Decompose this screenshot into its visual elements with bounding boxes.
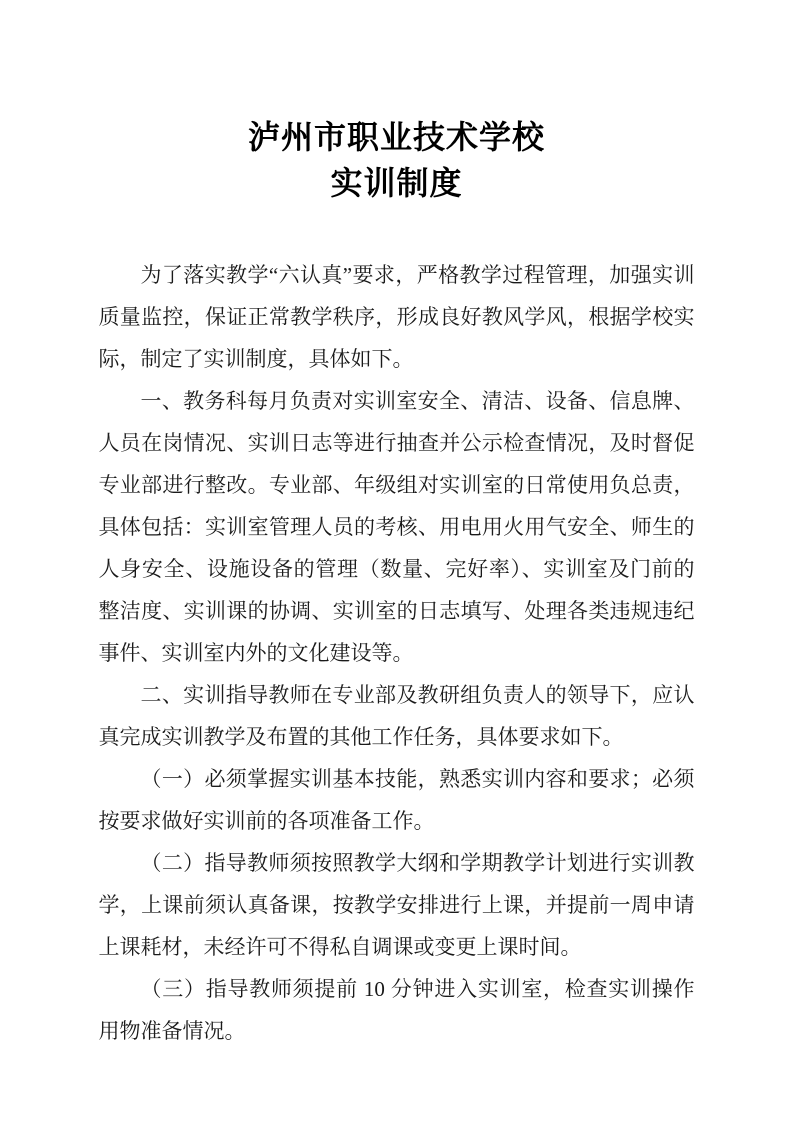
doc-title: 泸州市职业技术学校 — [247, 119, 545, 155]
paragraph-item2-sub2: （二）指导教师须按照教学大纲和学期教学计划进行实训教学，上课前须认真备课，按教学安排进行上课，并提前一周申请上课耗材，未经许可不得私自调课或变更上课时间。 — [98, 851, 695, 959]
paragraph-item2: 二、实训指导教师在专业部及教研组负责人的领导下，应认真完成实训教学及布置的其他工作任务，具体要求如下。 — [98, 683, 695, 749]
doc-subtitle: 实训制度 — [330, 165, 463, 201]
paragraph-item2-sub1: （一）必须掌握实训基本技能，熟悉实训内容和要求；必须按要求做好实训前的各项准备工作。 — [98, 767, 695, 833]
paragraph-item2-sub3: （三）指导教师须提前 10 分钟进入实训室，检查实训操作用物准备情况。 — [98, 977, 695, 1043]
paragraph-intro: 为了落实教学“六认真”要求，严格教学过程管理，加强实训质量监控，保证正常教学秩序，形成良好教风学风，根据学校实际，制定了实训制度，具体如下。 — [98, 263, 695, 371]
document-body — [99, 254, 695, 1052]
paragraph-item1: 一、教务科每月负责对实训室安全、清洁、设备、信息牌、人员在岗情况、实训日志等进行抽查并公示检查情况，及时督促专业部进行整改。专业部、年级组对实训室的日常使用负总责，具体包括：实训室管理人员的考核、用电用火用气安全、师生的人身安全、设施设备的管理（数量、完好率）、实训室及门前的整洁度、实训课的协调、实训室的日志填写、处理各类违规违纪事件、实训室内外的文化建设等。 — [98, 389, 695, 665]
document-header — [0, 0, 793, 206]
